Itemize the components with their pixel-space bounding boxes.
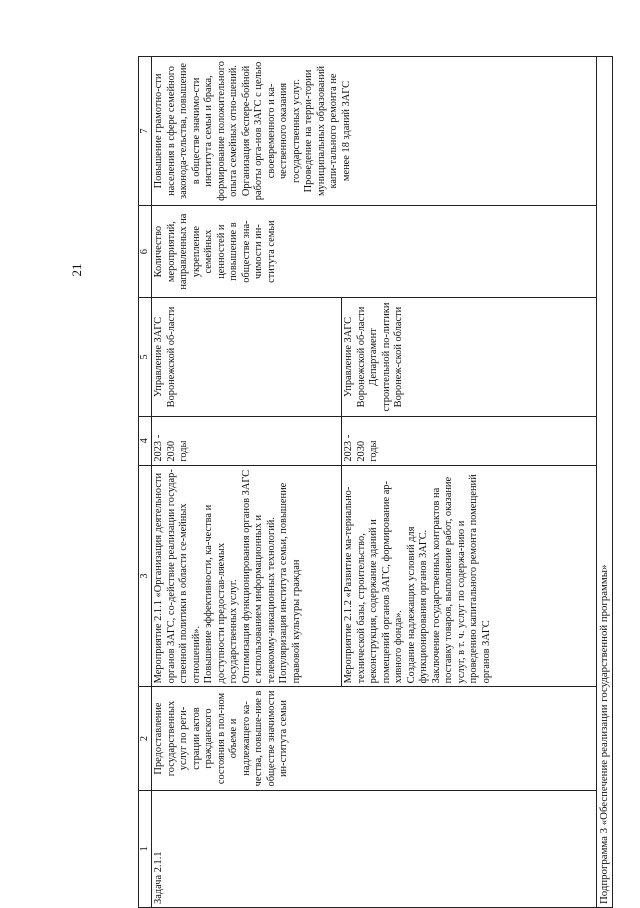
measure-paragraph: Оптимизация функционирования органов ЗАГС с использованием информационных и телекомму-никационных технологий. bbox=[240, 469, 277, 684]
measure-paragraph: Мероприятие 2.1.1 «Организация деятельности органов ЗАГС, со-действие реализации государ-ственной политики в области се-мейных отношений». bbox=[153, 469, 202, 684]
indicator-cell: Количество мероприятий, направленных на укрепление семейных ценностей и повышение в обществе зна-чимости ин-ститута семьи bbox=[152, 205, 597, 297]
measure-cell bbox=[342, 465, 597, 687]
table-header-row bbox=[139, 57, 152, 908]
measure-cell bbox=[152, 465, 342, 687]
page-number: 21 bbox=[69, 263, 84, 277]
period-cell: 2023 - 2030 годы bbox=[342, 416, 597, 465]
measure-paragraph: Заключение государственных контрактов на поставку товаров, выполнение работ, оказание услуг, в т. ч. услуг по содержа-нию и проведению капитального ремонта помещений органов ЗАГС bbox=[430, 474, 492, 684]
col-header-4: 4 bbox=[139, 416, 152, 465]
table-row bbox=[152, 57, 342, 908]
col-header-5: 5 bbox=[139, 298, 152, 416]
task-cell: Задача 2.1.1 bbox=[152, 790, 597, 907]
result-paragraph: Повышение грамотно-сти населения в сфере семейного законода-тельства, повышение в обществе значимо-сти института семьи и брака, формирование положительного опыта семейных отно-шений. bbox=[153, 61, 240, 201]
col-header-1: 1 bbox=[139, 790, 152, 907]
rotated-table-sheet bbox=[138, 56, 634, 908]
goal-cell: Предоставление государственных услуг по реги-страции актов гражданского состояния в пол-ном объеме и надлежащего ка-чества, повыше-ние в обществе значимости ин-ститута семьи bbox=[152, 687, 597, 790]
executor-paragraph: Управление ЗАГС Воронежской об-ласти bbox=[343, 306, 367, 408]
result-paragraph: Проведение на терри-тории муниципальных образований капи-тального ремонта не менее 18 зданий ЗАГС bbox=[303, 65, 352, 197]
measure-paragraph: Создание надлежащих условий для функционирования органов ЗАГС. bbox=[405, 526, 430, 684]
result-paragraph: Организация беспере-бойной работы орга-нов ЗАГС с целью своевременного и ка-чественного оказания государственных услуг. bbox=[240, 61, 302, 201]
result-cell bbox=[152, 57, 597, 206]
measure-paragraph: Популяризация института семьи, повышение правовой культуры граждан bbox=[278, 482, 302, 684]
col-header-6: 6 bbox=[139, 205, 152, 297]
col-header-2: 2 bbox=[139, 687, 152, 790]
subprogram-title: Подпрограмма 3 «Обеспечение реализации государственной программы» bbox=[597, 57, 613, 908]
period-cell: 2023 - 2030 годы bbox=[152, 416, 342, 465]
measure-paragraph: Повышение эффективности, ка-чества и доступности предостав-ляемых государственных услуг. bbox=[203, 504, 240, 684]
subprogram-row bbox=[597, 57, 613, 908]
measure-paragraph: Мероприятие 2.1.2 «Развитие ма-териально-технической базы, строительство, реконструкция, содержание зданий и помещений органов ЗАГС, формирование ар-хивного фонда». bbox=[343, 481, 405, 684]
executor-cell: Управление ЗАГС Воронежской об-ласти bbox=[152, 298, 342, 416]
col-header-7: 7 bbox=[139, 57, 152, 206]
executor-paragraph: Департамент строительной по-литики Воронеж-ской области bbox=[368, 302, 405, 412]
executor-cell bbox=[342, 298, 597, 416]
col-header-3: 3 bbox=[139, 465, 152, 687]
program-table bbox=[138, 56, 613, 908]
